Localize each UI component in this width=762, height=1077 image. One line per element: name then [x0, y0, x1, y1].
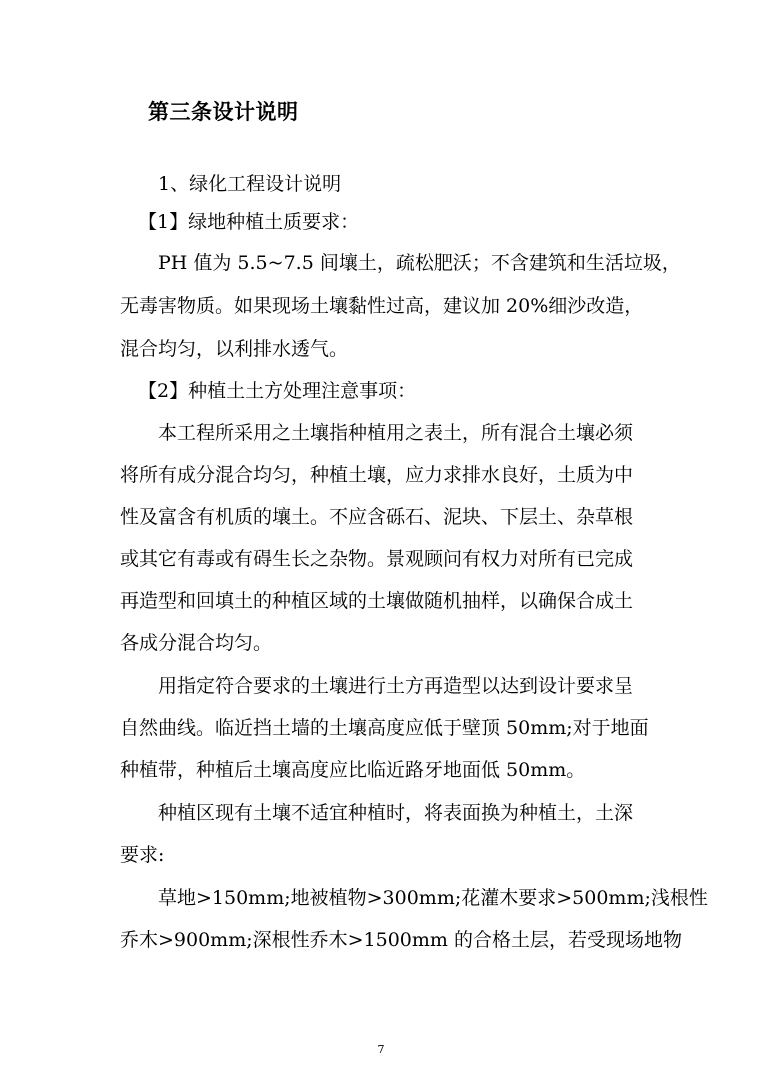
- paragraph-2-line-3: 性及富含有机质的壤土。不应含砾石、泥块、下层土、杂草根: [120, 506, 634, 528]
- item-1-title: 【1】绿地种植土质要求：: [138, 211, 360, 233]
- paragraph-4-line-1: 种植区现有土壤不适宜种植时，将表面换为种植土，土深: [158, 802, 634, 824]
- item-2-title: 【2】种植土土方处理注意事项：: [138, 380, 417, 402]
- paragraph-3-line-3: 种植带，种植后土壤高度应比临近路牙地面低 50mm。: [120, 759, 586, 781]
- paragraph-4-line-2: 要求:: [120, 844, 165, 866]
- paragraph-2-line-4: 或其它有毒或有碍生长之杂物。景观顾问有权力对所有已完成: [120, 548, 634, 570]
- paragraph-2-line-2: 将所有成分混合均匀，种植土壤，应力求排水良好，土质为中: [120, 464, 634, 486]
- paragraph-3-line-1: 用指定符合要求的土壤进行土方再造型以达到设计要求呈: [158, 675, 634, 697]
- paragraph-1-line-3: 混合均匀，以利排水透气。: [120, 338, 349, 360]
- paragraph-2-line-1: 本工程所采用之土壤指种植用之表土，所有混合土壤必须: [158, 422, 634, 444]
- paragraph-2-line-6: 各成分混合均匀。: [120, 632, 273, 654]
- paragraph-1-line-2: 无毒害物质。如果现场土壤黏性过高，建议加 20%细沙改造，: [120, 295, 644, 317]
- paragraph-5-line-2: 乔木>900mm;深根性乔木>1500mm 的合格土层，若受现场地物: [120, 929, 682, 951]
- paragraph-2-line-5: 再造型和回填土的种植区域的土壤做随机抽样，以确保合成土: [120, 590, 634, 612]
- paragraph-1-line-1: PH 值为 5.5~7.5 间壤土，疏松肥沃；不含建筑和生活垃圾，: [158, 252, 681, 274]
- paragraph-5-line-1: 草地>150mm;地被植物>300mm;花灌木要求>500mm;浅根性: [158, 887, 708, 909]
- paragraph-3-line-2: 自然曲线。临近挡土墙的土壤高度应低于壁顶 50mm;对于地面: [120, 717, 649, 739]
- page-title: 第三条设计说明: [148, 99, 299, 124]
- page-number: 7: [377, 1043, 385, 1056]
- section-title: 1、绿化工程设计说明: [158, 173, 342, 195]
